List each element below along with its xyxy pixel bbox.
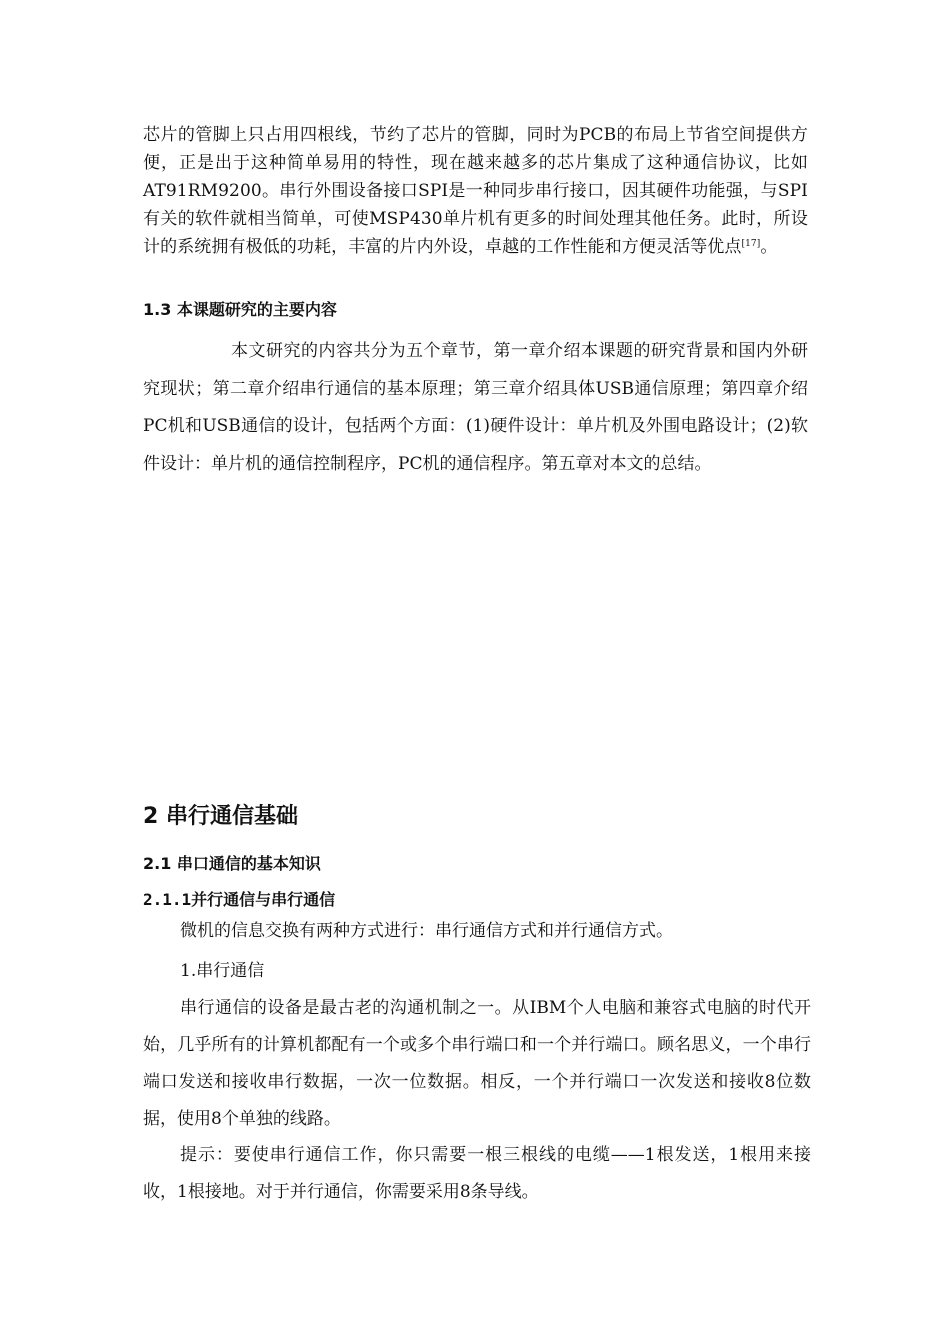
paragraph-spi-intro xyxy=(143,121,808,261)
section-heading-1-3: 1.3 本课题研究的主要内容 xyxy=(143,300,337,319)
chapter-heading-2: 2 串行通信基础 xyxy=(143,804,298,829)
paragraph-spi-intro-text: 芯片的管脚上只占用四根线，节约了芯片的管脚，同时为PCB的布局上节省空间提供方便，正是出于这种简单易用的特性，现在越来越多的芯片集成了这种通信协议，比如AT91RM9200。串行外围设备接口SPI是一种同步串行接口，因其硬件功能强，与SPI有关的软件就相当简单，可使MSP430单片机有更多的时间处理其他任务。此时，所设计的系统拥有极低的功耗，丰富的片内外设，卓越的工作性能和方便灵活等优点 xyxy=(143,125,808,257)
list-label-serial: 1.串行通信 xyxy=(180,961,265,981)
paragraph-exchange-modes: 微机的信息交换有两种方式进行：串行通信方式和并行通信方式。 xyxy=(180,921,673,941)
paragraph-research-content: 本文研究的内容共分为五个章节，第一章介绍本课题的研究背景和国内外研究现状；第二章介绍串行通信的基本原理；第三章介绍具体USB通信原理；第四章介绍PC机和USB通信的设计，包括两个方面：(1)硬件设计：单片机及外围电路设计；(2)软件设计：单片机的通信控制程序，PC机的通信程序。第五章对本文的总结。 xyxy=(143,341,808,474)
paragraph-serial-description: 串行通信的设备是最古老的沟通机制之一。从IBM个人电脑和兼容式电脑的时代开始，几乎所有的计算机都配有一个或多个串行端口和一个并行端口。顾名思义，一个串行端口发送和接收串行数据，一次一位数据。相反，一个并行端口一次发送和接收8位数据，使用8个单独的线路。 xyxy=(143,998,811,1129)
citation-reference: [17] xyxy=(741,239,761,249)
paragraph-tip: 提示：要使串行通信工作，你只需要一根三根线的电缆——1根发送，1根用来接收，1根接地。对于并行通信，你需要采用8条导线。 xyxy=(143,1145,811,1202)
subsection-heading-2-1-1: 2.1.1并行通信与串行通信 xyxy=(143,890,336,909)
paragraph-spi-intro-end: 。 xyxy=(760,237,778,257)
section-heading-2-1: 2.1 串口通信的基本知识 xyxy=(143,854,321,873)
